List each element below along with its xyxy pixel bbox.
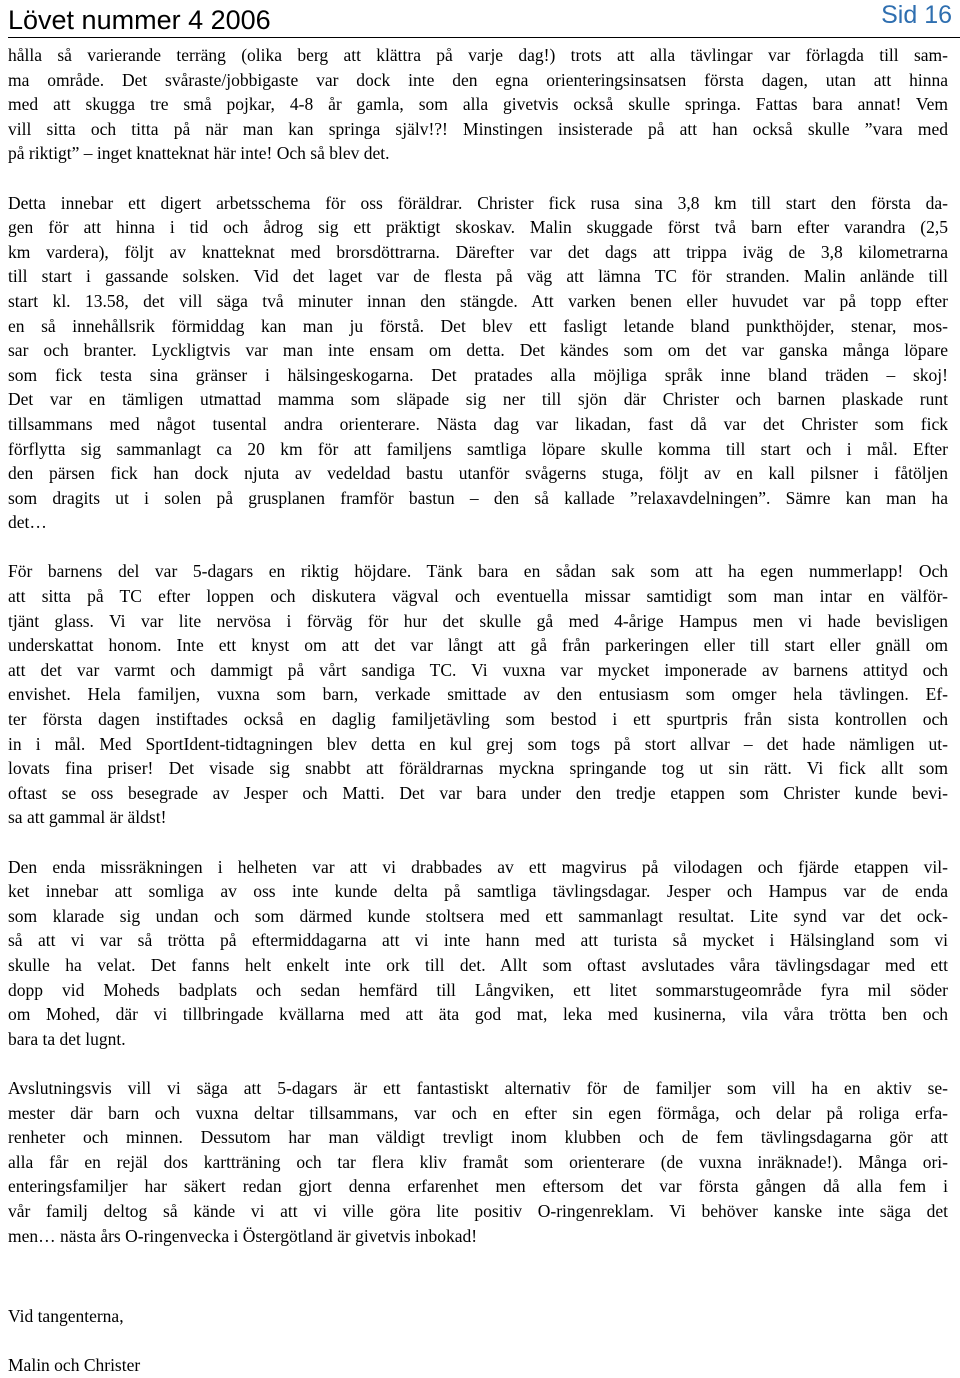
paragraph: [8, 43, 948, 166]
paragraph-gap: [8, 1329, 948, 1354]
text-line: Den enda missräkningen i helheten var att vi drabbades av ett magvirus på vilodagen och fjärde etappen vil-: [8, 856, 948, 877]
closing-greeting: Vid tangenterna,: [8, 1306, 124, 1326]
text-line: tjänt glass. Vi var lite nervösa i förväg för hur det skulle gå med 4-årige Hampus men vi hade bevisligen: [8, 610, 948, 631]
text-line: gen för att hinna i tid och ådrog sig ett präktigt skoskav. Malin skuggade först två barn efter varandra (2,5: [8, 217, 948, 238]
text-line: Avslutningsvis vill vi säga att 5-dagars är ett fantastiskt alternativ för de familjer som vill ha en aktiv se-: [8, 1077, 948, 1098]
text-line: som dragits ut i solen på grusplanen framför bastun – den så kallade ”relaxavdelningen”. Sämre kan man ha: [8, 487, 948, 508]
page-number: Sid 16: [881, 1, 952, 29]
paragraph-gap: [8, 830, 948, 855]
text-line: att det var varmt och dammigt på vårt sandiga TC. Vi vuxna var mycket imponerade av barnens attityd och: [8, 659, 948, 680]
text-line: in i mål. Med SportIdent-tidtagningen blev detta en kul grej som togs på stort allvar – det hade nämligen ut-: [8, 733, 948, 754]
text-line: till start i gassande solsken. Vid det laget var de flesta på väg att lämna TC för stranden. Malin anlände till: [8, 266, 948, 287]
paragraph-gap: [8, 535, 948, 560]
text-line: vår familj deltog så kände vi att vi ville göra lite positiv O-ringenreklam. Vi behöver kanske inte säga det: [8, 1200, 948, 1221]
closing-block: [8, 1304, 948, 1378]
text-line: ket innebar att somliga av oss inte kunde delta på samtliga tävlingsdagar. Jesper och Hampus var de enda: [8, 881, 948, 902]
text-line: alla får en rejäl dos kartträning och tar flera kliv framåt som orienterare (de vuxna inräknade!). Många ori-: [8, 1151, 948, 1172]
text-line: oftast se oss besegrade av Jesper och Matti. Det var bara under den tredje etappen som Christer kunde bevi-: [8, 782, 948, 803]
text-line: hålla så varierande terräng (olika berg att klättra på varje dag!) trots att alla tävlingar var förlagda till sam-: [8, 45, 948, 65]
text-line: men… nästa års O-ringenvecka i Östergötland är givetvis inbokad!: [8, 1225, 478, 1246]
text-line: förflytta sig sammanlagt ca 20 km för att familjens samtliga löpare skulle komma till start och i mål. Efter: [8, 438, 948, 459]
text-line: start kl. 13.58, det vill säga två minuter innan den stängde. Att varken benen eller huvudet var på topp efter: [8, 290, 948, 311]
text-line: så att vi var så trötta på eftermiddagarna att vi inte hann med att turista så mycket i Hälsingland som vi: [8, 930, 948, 951]
paragraph: [8, 559, 948, 830]
text-line: den pärsen fick han dock njuta av vedeldad bastu utanför svågerns stuga, följt av en kall pilsner i fåtöljen: [8, 463, 948, 484]
text-line: som klarade sig undan och som därmed kunde stoltsera med ett sammanlagt resultat. Lite synd var det ock-: [8, 905, 948, 926]
publication-title: Lövet nummer 4 2006: [8, 5, 271, 35]
text-line: dopp vid Moheds badplats och sedan hemfärd till Långviken, ett litet sommarstugeområde fyra mil söder: [8, 979, 948, 1000]
paragraph-gap: [8, 166, 948, 191]
text-line: Detta innebar ett digert arbetsschema för oss föräldrar. Christer fick rusa sina 3,8 km till start den första da-: [8, 192, 948, 213]
text-line: vill sitta och titta på när man kan springa själv!?! Minstingen insisterade på att han också skulle ”vara med: [8, 118, 948, 139]
text-line: tillsammans med något tusental andra orienterare. Nästa dag var likadan, fast då var det Christer som fick: [8, 413, 948, 434]
text-line: att sitta på TC efter loppen och diskutera vägval och eventuella missar samtidigt som man intar en välför-: [8, 586, 948, 607]
paragraph: [8, 191, 948, 535]
page-header: [0, 0, 960, 44]
text-line: För barnens del var 5-dagars en riktig höjdare. Tänk bara en sådan sak som att ha egen nummerlapp! Och: [8, 561, 948, 582]
text-line: enteringsfamiljer har säkert redan gjort denna erfarenhet men eftersom det var första gången då alla fem i: [8, 1176, 948, 1197]
text-line: ma område. Det svåraste/jobbigaste var dock inte den egna orienteringsinsatsen första dagen, utan att hinna: [8, 69, 948, 90]
text-line: om Mohed, där vi tillbringade kvällarna med att äta god mat, leka med kusinerna, vila våra trötta ben och: [8, 1004, 948, 1025]
text-line: sa att gammal är äldst!: [8, 807, 167, 828]
signature: Malin och Christer: [8, 1355, 141, 1376]
text-line: mester där barn och vuxna deltar tillsammans, var och en efter sin egen förmåga, och delar på roliga erfa-: [8, 1102, 948, 1123]
text-line: envishet. Hela familjen, vuxna som barn, verkade smittade av den entusiasm som omger hela tävlingen. Ef-: [8, 684, 948, 705]
paragraph: [8, 855, 948, 1052]
text-line: det…: [8, 512, 47, 533]
text-line: ter första dagen instiftades också en daglig familjetävling som bestod i ett spurtpris från sista kontrollen och: [8, 709, 948, 730]
text-line: en så innehållsrik förmiddag kan man ju förstå. Det blev ett fasligt letande bland punkthöjder, stenar, mos-: [8, 315, 948, 336]
text-line: med att skugga tre små pojkar, 4-8 år gamla, som alla givetvis också skulle springa. Fattas bara annat! Vem: [8, 94, 948, 115]
text-line: som fick testa sina gränser i hälsingeskogarna. Det pratades alla möjliga språk inne bland träden – skoj!: [8, 364, 948, 385]
text-line: på riktigt” – inget knatteknat här inte! Och så blev det.: [8, 143, 390, 164]
article-body: [8, 43, 948, 1248]
text-line: skulle ha velat. Det fanns helt enkelt inte ork till det. Allt som oftast avslutades våra tävlingsdagar med ett: [8, 954, 948, 975]
text-line: km vardera), följt av knatteknat med brorsdöttrarna. Därefter var det dags att trippa iväg de 3,8 kilometrarna: [8, 241, 948, 262]
text-line: bara ta det lugnt.: [8, 1028, 126, 1049]
text-line: lovats fina priser! Det visade sig snabbt att föräldrarnas myckna springande tog ut sin rätt. Vi fick allt som: [8, 758, 948, 779]
header-divider: [8, 37, 960, 38]
paragraph: [8, 1076, 948, 1248]
text-line: underskattat honom. Inte ett knyst om att det var långt att gå från parkeringen eller till start eller gnäll om: [8, 635, 948, 656]
text-line: renheter och minnen. Dessutom har man väldigt trevligt inom klubben och de fem tävlingsdagarna gör att: [8, 1127, 948, 1148]
text-line: Det var en tämligen utmattad mamma som släpade sig ner till sjön där Christer och barnen plaskade runt: [8, 389, 948, 410]
paragraph-gap: [8, 1051, 948, 1076]
text-line: sar och branter. Lyckligtvis var man inte ensam om detta. Det kändes som om det var ganska många löpare: [8, 340, 948, 361]
